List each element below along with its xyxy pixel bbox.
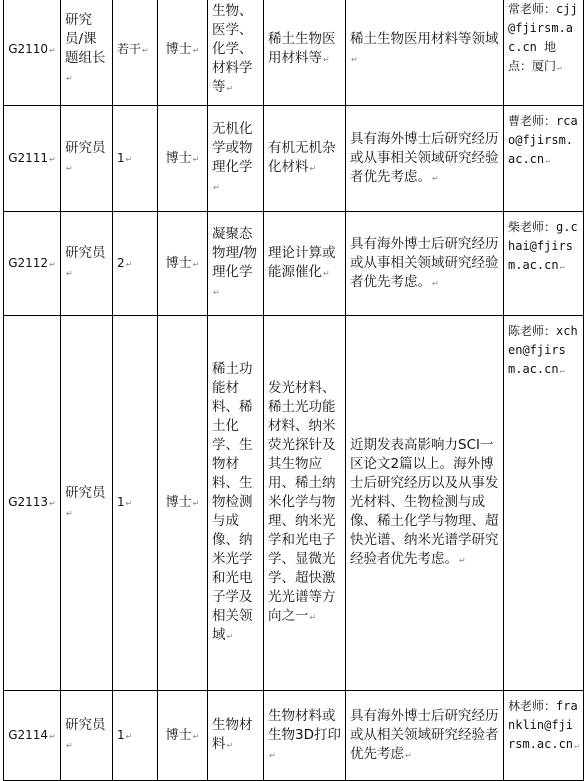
paragraph-mark-icon: ↵ xyxy=(142,45,149,55)
cell-text: 博士 xyxy=(165,255,192,271)
research-direction-cell xyxy=(264,212,346,316)
cell-text: 陈老师：xchen@fjirsm.ac.cn xyxy=(508,324,578,376)
requirement-cell xyxy=(346,316,504,691)
requirement-cell xyxy=(346,106,504,212)
paragraph-mark-icon: ↵ xyxy=(213,288,220,297)
headcount-cell xyxy=(113,106,158,212)
cell-text: 发光材料、稀土光功能材料、纳米荧光探针及其生物应用、稀土纳米化学与物理、纳米光学和光电子学、显微光学、超快激光光谱等方向之一 xyxy=(268,380,336,624)
paragraph-mark-icon: ↵ xyxy=(66,741,73,750)
major-cell xyxy=(208,106,264,212)
headcount-cell xyxy=(113,691,158,781)
degree-cell xyxy=(158,316,208,691)
paragraph-mark-icon: ↵ xyxy=(192,499,200,508)
paragraph-mark-icon: ↵ xyxy=(49,259,56,269)
paragraph-mark-icon: ↵ xyxy=(557,63,562,72)
paragraph-mark-icon: ↵ xyxy=(559,262,565,271)
paragraph-mark-icon: ↵ xyxy=(559,366,565,375)
headcount-cell xyxy=(113,212,158,316)
cell-text: 生物材料 xyxy=(212,717,253,752)
contact-cell xyxy=(504,691,584,781)
paragraph-mark-icon: ↵ xyxy=(459,556,466,565)
position-code-cell xyxy=(4,691,61,781)
cell-text: G2113 xyxy=(8,495,49,509)
degree-cell xyxy=(158,212,208,316)
table-row xyxy=(4,212,584,316)
cell-text: 常老师：cjj@fjirsm.ac.cn 地点：厦门 xyxy=(508,2,578,73)
cell-text: 曹老师：rcao@fjirsm.ac.cn xyxy=(508,114,578,166)
job-table xyxy=(3,0,584,781)
cell-text: 研究员 xyxy=(65,245,106,261)
cell-text: G2114 xyxy=(8,727,49,742)
major-cell xyxy=(208,691,264,781)
position-code-cell xyxy=(4,212,61,316)
paragraph-mark-icon: ↵ xyxy=(545,156,550,165)
paragraph-mark-icon: ↵ xyxy=(323,55,330,64)
cell-text: 博士 xyxy=(165,41,192,57)
research-direction-cell xyxy=(264,691,346,781)
cell-text: 生物、医学、化学、材料学等 xyxy=(212,2,253,95)
cell-text: 柴老师：g.chai@fjirsm.ac.cn xyxy=(508,220,578,272)
paragraph-mark-icon: ↵ xyxy=(125,154,133,164)
major-cell xyxy=(208,0,264,106)
research-direction-cell xyxy=(264,0,346,106)
contact-cell xyxy=(504,106,584,212)
paragraph-mark-icon: ↵ xyxy=(66,269,73,278)
paragraph-mark-icon: ↵ xyxy=(66,74,73,83)
paragraph-mark-icon: ↵ xyxy=(192,259,200,269)
position-title-cell xyxy=(61,212,113,316)
paragraph-mark-icon: ↵ xyxy=(192,731,200,741)
cell-text: 博士 xyxy=(165,150,192,166)
paragraph-mark-icon: ↵ xyxy=(49,45,56,55)
cell-text: 研究员 xyxy=(65,717,106,733)
paragraph-mark-icon: ↵ xyxy=(213,183,220,192)
contact-cell xyxy=(504,212,584,316)
paragraph-mark-icon: ↵ xyxy=(66,164,73,173)
cell-text: 具有海外博士后研究经历或从事相关领域研究经验者优先考虑。 xyxy=(350,235,499,290)
table-row xyxy=(4,106,584,212)
position-title-cell xyxy=(61,106,113,212)
paragraph-mark-icon: ↵ xyxy=(226,741,234,750)
contact-cell xyxy=(504,316,584,691)
paragraph-mark-icon: ↵ xyxy=(269,750,276,760)
paragraph-mark-icon: ↵ xyxy=(405,750,412,760)
table-row xyxy=(4,0,584,106)
position-title-cell xyxy=(61,316,113,691)
cell-text: 研究员 xyxy=(65,484,106,501)
major-cell xyxy=(208,316,264,691)
cell-text: 博士 xyxy=(165,727,192,743)
major-cell xyxy=(208,212,264,316)
paragraph-mark-icon: ↵ xyxy=(323,269,330,278)
requirement-cell xyxy=(346,0,504,106)
cell-text: 有机无机杂化材料 xyxy=(268,140,336,175)
position-code-cell xyxy=(4,316,61,691)
cell-text: 具有海外博士后研究经历或从相关领域研究经验者优先考虑 xyxy=(350,707,499,762)
cell-text: 无机化学或物理化学 xyxy=(212,121,253,175)
degree-cell xyxy=(158,106,208,212)
cell-text: 稀土生物医用材料等 xyxy=(268,31,336,66)
headcount-cell xyxy=(113,316,158,691)
paragraph-mark-icon: ↵ xyxy=(125,259,133,269)
cell-text: 稀土生物医用材料等领域 xyxy=(350,31,499,47)
paragraph-mark-icon: ↵ xyxy=(125,499,133,508)
cell-text: 具有海外博士后研究经历或从事相关领域研究经验者优先考虑。 xyxy=(350,130,499,185)
position-code-cell xyxy=(4,106,61,212)
cell-text: G2110 xyxy=(8,41,49,56)
paragraph-mark-icon: ↵ xyxy=(49,731,56,741)
paragraph-mark-icon: ↵ xyxy=(66,508,73,518)
cell-text: 稀土功能材料、稀土化学、生物材料、生物检测与成像、纳米光学和光电子学及相关领域 xyxy=(212,361,253,643)
research-direction-cell xyxy=(264,106,346,212)
degree-cell xyxy=(158,0,208,106)
cell-text: 生物材料或生物3D打印 xyxy=(268,707,341,743)
paragraph-mark-icon: ↵ xyxy=(226,83,234,93)
cell-text: 研究员/课题组长 xyxy=(65,12,106,66)
cell-text: 1 xyxy=(117,495,125,509)
cell-text: 1 xyxy=(117,150,125,165)
paragraph-mark-icon: ↵ xyxy=(432,278,439,288)
contact-cell xyxy=(504,0,584,106)
cell-text: 理论计算或能源催化 xyxy=(268,245,336,280)
requirement-cell xyxy=(346,212,504,316)
cell-text: 研究员 xyxy=(65,140,106,156)
paragraph-mark-icon: ↵ xyxy=(49,154,56,164)
table-row xyxy=(4,316,584,691)
cell-text: 近期发表高影响力SCI一区论文2篇以上。海外博士后研究经历以及从事发光材料、生物检测与成像、稀土化学与物理、超快光谱、纳米光谱学研究经验者优先考虑。 xyxy=(350,437,499,567)
paragraph-mark-icon: ↵ xyxy=(309,164,317,173)
cell-text: G2111 xyxy=(8,150,49,165)
table-row xyxy=(4,691,584,781)
paragraph-mark-icon: ↵ xyxy=(226,632,234,641)
cell-text: 凝聚态物理/物理化学 xyxy=(212,226,258,280)
cell-text: G2112 xyxy=(8,255,49,270)
requirement-cell xyxy=(346,691,504,781)
paragraph-mark-icon: ↵ xyxy=(192,45,200,55)
paragraph-mark-icon: ↵ xyxy=(574,741,579,750)
paragraph-mark-icon: ↵ xyxy=(125,731,133,741)
research-direction-cell xyxy=(264,316,346,691)
cell-text: 1 xyxy=(117,727,125,742)
position-title-cell xyxy=(61,691,113,781)
cell-text: 林老师：franklin@fjirsm.ac.cn xyxy=(508,699,578,751)
cell-text: 2 xyxy=(117,255,125,270)
paragraph-mark-icon: ↵ xyxy=(432,173,439,183)
headcount-cell xyxy=(113,0,158,106)
cell-text: 若干 xyxy=(117,41,142,56)
paragraph-mark-icon: ↵ xyxy=(351,55,358,64)
degree-cell xyxy=(158,691,208,781)
paragraph-mark-icon: ↵ xyxy=(49,499,56,508)
position-code-cell xyxy=(4,0,61,106)
paragraph-mark-icon: ↵ xyxy=(192,154,200,164)
position-title-cell xyxy=(61,0,113,106)
cell-text: 博士 xyxy=(165,495,192,510)
paragraph-mark-icon: ↵ xyxy=(309,613,317,622)
